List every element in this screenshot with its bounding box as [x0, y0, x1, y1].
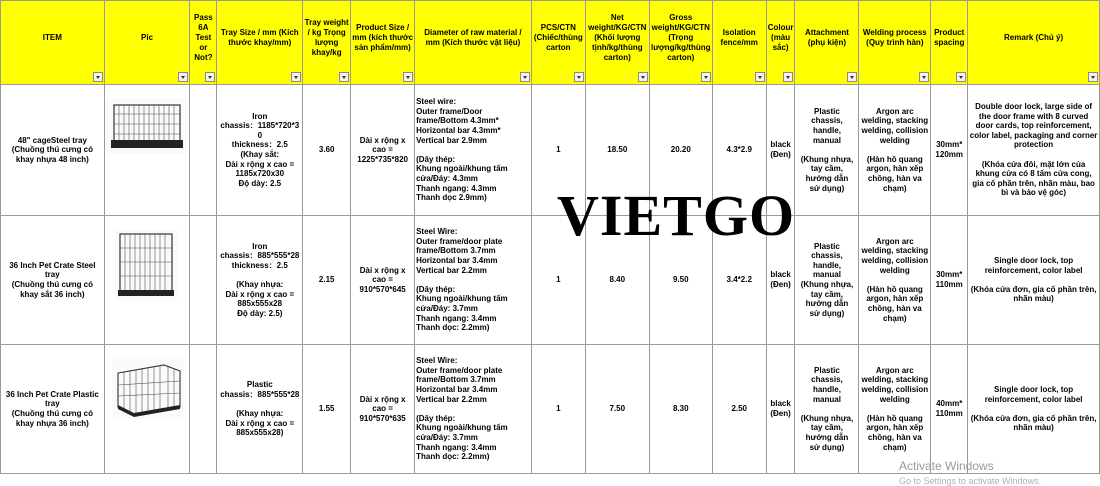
cell-attachment[interactable]: Plastic chassis, handle, manual (Khung nhựa, tay cầm, hướng dẫn sử dụng) [795, 216, 859, 345]
header-welding[interactable]: Welding process (Quy trình hàn) [859, 1, 931, 85]
cell-pic[interactable] [104, 85, 190, 216]
cell-remark[interactable]: Single door lock, top reinforcement, color label (Khóa cửa đơn, gia cố phần trên, nhãn màu) [968, 345, 1100, 474]
cell-pic[interactable] [104, 216, 190, 345]
cell-product-size[interactable]: Dài x rộng x cao = 1225*735*820 [351, 85, 415, 216]
cell-tray-weight[interactable]: 2.15 [303, 216, 351, 345]
cell-isolation[interactable]: 4.3*2.9 [712, 85, 766, 216]
activate-windows-notice: Activate Windows [899, 459, 994, 473]
cell-spacing[interactable]: 30mm* 110mm [931, 216, 968, 345]
wire-cage-plastic-tray-image [112, 349, 184, 428]
header-colour[interactable]: Colour (màu sắc) [766, 1, 795, 85]
cell-colour[interactable]: black (Đen) [766, 345, 795, 474]
filter-dropdown-icon[interactable] [783, 72, 793, 82]
header-remark[interactable]: Remark (Chú ý) [968, 1, 1100, 85]
cell-pcs[interactable]: 1 [531, 85, 585, 216]
cell-pass[interactable] [190, 85, 217, 216]
filter-dropdown-icon[interactable] [291, 72, 301, 82]
cell-gross-weight[interactable]: 20.20 [649, 85, 712, 216]
cell-product-size[interactable]: Dài x rộng x cao = 910*570*645 [351, 216, 415, 345]
cell-welding[interactable]: Argon arc welding, stacking welding, collision welding (Hàn hồ quang argon, hàn xếp chồng, hàn va chạm) [859, 345, 931, 474]
cell-welding[interactable]: Argon arc welding, stacking welding, collision welding (Hàn hồ quang argon, hàn xếp chồng, hàn va chạm) [859, 85, 931, 216]
header-tray-weight[interactable]: Tray weight / kg Trọng lượng khay/kg [303, 1, 351, 85]
wire-cage-with-tray-image [106, 88, 188, 163]
cell-diameter[interactable]: Steel Wire: Outer frame/door plate frame/Bottom 3.7mm Horizontal bar 3.4mm Vertical bar 2.2mm (Dây thép: Khung ngoài/khung tấm cửa/Đáy: 3.7mm Thanh ngang: 3.4mm Thanh dọc: 2.2mm) [415, 216, 532, 345]
cell-spacing[interactable]: 30mm* 120mm [931, 85, 968, 216]
cell-diameter[interactable]: Steel wire: Outer frame/Door frame/Bottom 4.3mm* Horizontal bar 4.3mm* Vertical bar 2.9mm (Dây thép: Khung ngoài/khung tấm cửa/Đáy: 4.3mm Thanh ngang: 4.3mm Thanh dọc 2.9mm) [415, 85, 532, 216]
cell-tray-weight[interactable]: 1.55 [303, 345, 351, 474]
cell-remark[interactable]: Single door lock, top reinforcement, color label (Khóa cửa đơn, gia cố phần trên, nhãn màu) [968, 216, 1100, 345]
filter-dropdown-icon[interactable] [339, 72, 349, 82]
cell-gross-weight[interactable]: 9.50 [649, 216, 712, 345]
activate-windows-subnotice: Go to Settings to activate Windows. [899, 476, 1042, 486]
cell-diameter[interactable]: Steel Wire: Outer frame/door plate frame/Bottom 3.7mm Horizontal bar 3.4mm Vertical bar 2.2mm (Dây thép: Khung ngoài/khung tấm cửa/Đáy: 3.7mm Thanh ngang: 3.4mm Thanh dọc: 2.2mm) [415, 345, 532, 474]
cell-remark[interactable]: Double door lock, large side of the door frame with 8 curved door cards, top reinforcement, color label, packaging and corner protection (Khóa cửa đôi, mặt lớn của khung cửa có 8 tấm cửa cong, gia cố phần trên, nhãn màu, bao bì và bảo vệ góc) [968, 85, 1100, 216]
header-pass-6a[interactable]: Pass 6A Test or Not? [190, 1, 217, 85]
cell-attachment[interactable]: Plastic chassis, handle, manual (Khung nhựa, tay cầm, hướng dẫn sử dụng) [795, 85, 859, 216]
filter-dropdown-icon[interactable] [1088, 72, 1098, 82]
filter-dropdown-icon[interactable] [403, 72, 413, 82]
wire-cage-tall-image [115, 220, 177, 309]
cell-pic[interactable] [104, 345, 190, 474]
filter-dropdown-icon[interactable] [205, 72, 215, 82]
filter-dropdown-icon[interactable] [919, 72, 929, 82]
header-row [1, 1, 1100, 85]
table-row [1, 216, 1100, 345]
cell-tray-size[interactable]: Plastic chassis：885*555*28 (Khay nhựa: Dài x rộng x cao = 885x555x28) [217, 345, 303, 474]
filter-dropdown-icon[interactable] [956, 72, 966, 82]
header-spacing[interactable]: Product spacing [931, 1, 968, 85]
cell-item[interactable]: 36 Inch Pet Crate Steel tray (Chuồng thú cưng có khay sắt 36 inch) [1, 216, 105, 345]
cell-colour[interactable]: black (Đen) [766, 216, 795, 345]
header-isolation-fence[interactable]: Isolation fence/mm [712, 1, 766, 85]
header-pcs-ctn[interactable]: PCS/CTN (Chiếc/thùng carton [531, 1, 585, 85]
cell-tray-weight[interactable]: 3.60 [303, 85, 351, 216]
filter-dropdown-icon[interactable] [574, 72, 584, 82]
header-gross-weight[interactable]: Gross weight/KG/CTN (Trọng lượng/kg/thùng carton) [649, 1, 712, 85]
header-diameter[interactable]: Diameter of raw material / mm (Kích thước vật liệu) [415, 1, 532, 85]
header-pic[interactable]: Pic [104, 1, 190, 85]
table-row [1, 345, 1100, 474]
cell-pass[interactable] [190, 216, 217, 345]
filter-dropdown-icon[interactable] [755, 72, 765, 82]
cell-spacing[interactable]: 40mm* 110mm [931, 345, 968, 474]
cell-product-size[interactable]: Dài x rộng x cao = 910*570*635 [351, 345, 415, 474]
cell-colour[interactable]: black (Đen) [766, 85, 795, 216]
cell-tray-size[interactable]: Iron chassis：885*555*28 thickness：2.5 (Khay nhựa: Dài x rộng x cao = 885x555x28 Độ dày: 2.5) [217, 216, 303, 345]
filter-dropdown-icon[interactable] [847, 72, 857, 82]
cell-attachment[interactable]: Plastic chassis, handle, manual (Khung nhựa, tay cầm, hướng dẫn sử dụng) [795, 345, 859, 474]
header-attachment[interactable]: Attachment (phụ kiện) [795, 1, 859, 85]
filter-dropdown-icon[interactable] [520, 72, 530, 82]
table-row [1, 85, 1100, 216]
cell-net-weight[interactable]: 8.40 [585, 216, 649, 345]
vietgo-watermark: VIETGO [557, 183, 796, 248]
cell-pcs[interactable]: 1 [531, 345, 585, 474]
header-item[interactable]: ITEM [1, 1, 105, 85]
cell-item[interactable]: 48" cageSteel tray (Chuồng thú cưng có khay nhựa 48 inch) [1, 85, 105, 216]
cell-item[interactable]: 36 Inch Pet Crate Plastic tray (Chuồng thú cưng có khay nhựa 36 inch) [1, 345, 105, 474]
cell-net-weight[interactable]: 7.50 [585, 345, 649, 474]
cell-welding[interactable]: Argon arc welding, stacking welding, collision welding (Hàn hồ quang argon, hàn xếp chồng, hàn va chạm) [859, 216, 931, 345]
cell-net-weight[interactable]: 18.50 [585, 85, 649, 216]
filter-dropdown-icon[interactable] [701, 72, 711, 82]
filter-dropdown-icon[interactable] [638, 72, 648, 82]
cell-pass[interactable] [190, 345, 217, 474]
cell-isolation[interactable]: 3.4*2.2 [712, 216, 766, 345]
cell-pcs[interactable]: 1 [531, 216, 585, 345]
header-tray-size[interactable]: Tray Size / mm (Kích thước khay/mm) [217, 1, 303, 85]
cell-tray-size[interactable]: Iron chassis：1185*720*3 0 thickness：2.5 (Khay sắt: Dài x rộng x cao = 1185x720x30 Độ dày: 2.5 [217, 85, 303, 216]
filter-dropdown-icon[interactable] [178, 72, 188, 82]
header-product-size[interactable]: Product Size / mm (kích thước sản phẩm/mm) [351, 1, 415, 85]
filter-dropdown-icon[interactable] [93, 72, 103, 82]
header-net-weight[interactable]: Net weight/KG/CTN (Khối lượng tịnh/kg/thùng carton) [585, 1, 649, 85]
cell-gross-weight[interactable]: 8.30 [649, 345, 712, 474]
cell-isolation[interactable]: 2.50 [712, 345, 766, 474]
